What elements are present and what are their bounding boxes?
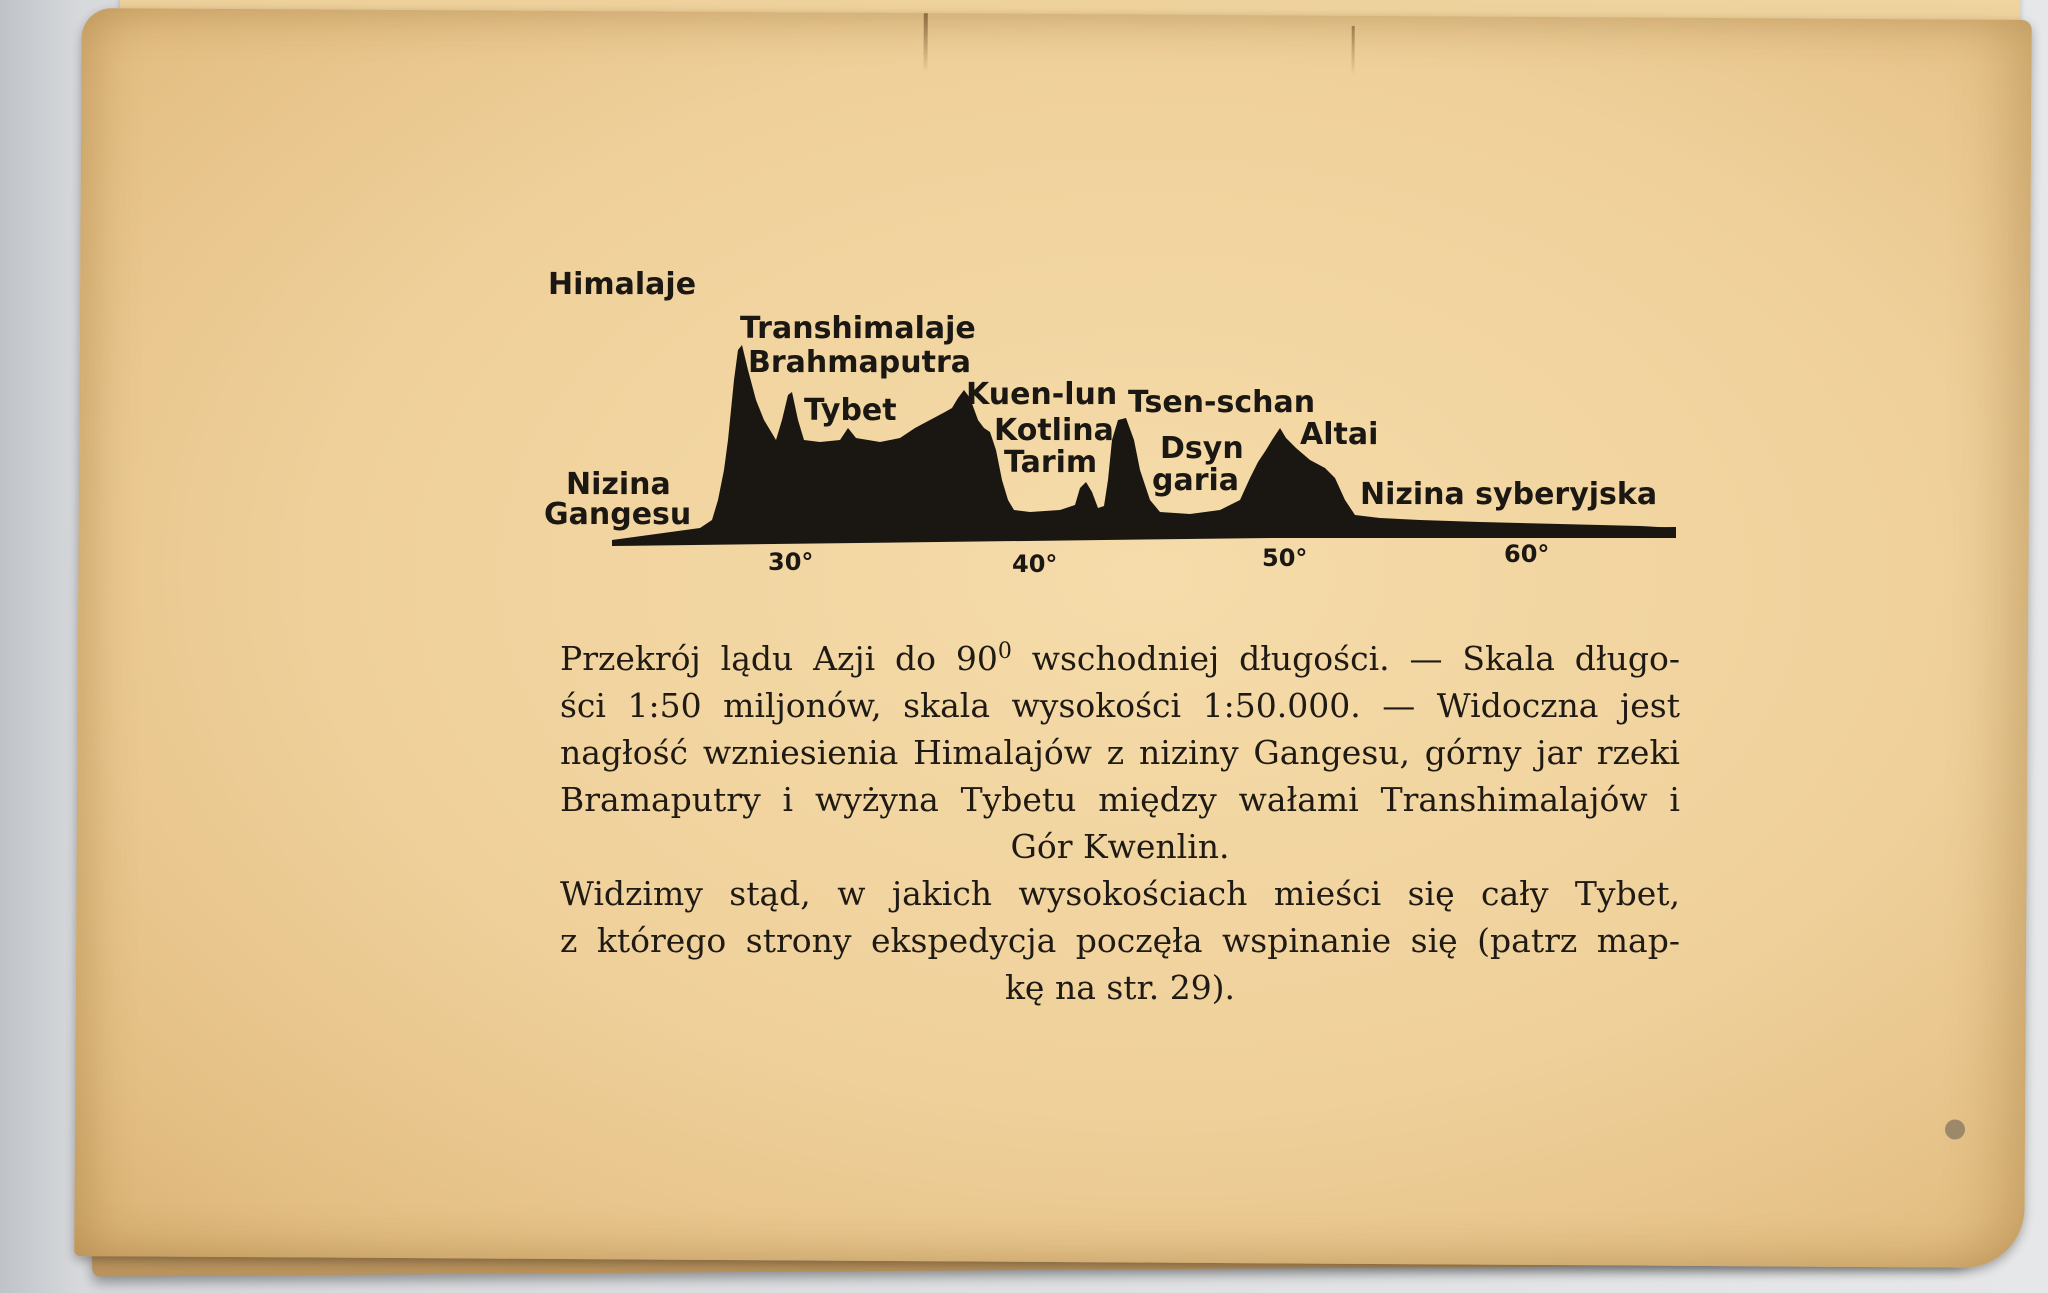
label-kotlina: Kotlina bbox=[994, 413, 1114, 448]
tick-label-40: 40° bbox=[1012, 550, 1058, 578]
label-altai: Altai bbox=[1300, 417, 1379, 452]
tick-label-30: 30° bbox=[768, 548, 814, 576]
label-gangesu: Gangesu bbox=[544, 497, 692, 532]
label-brahmaputra: Brahmaputra bbox=[748, 345, 971, 380]
label-tybet: Tybet bbox=[804, 393, 897, 428]
tick-label-60: 60° bbox=[1504, 540, 1550, 568]
caption-line-8: kę na str. 29). bbox=[1004, 968, 1236, 1007]
caption-line-1: Przekrój lądu Azji do $90^0$ wschodniej długości. — Skala długo- bbox=[560, 639, 1680, 678]
label-tarim: Tarim bbox=[1004, 445, 1098, 480]
label-kuen-lun: Kuen-lun bbox=[966, 377, 1118, 412]
caption-line-5: Gór Kwenlin. bbox=[1010, 827, 1230, 866]
label-nizina-syberyjska: Nizina syberyjska bbox=[1360, 477, 1658, 512]
label-nizina: Nizina bbox=[566, 467, 671, 502]
label-dsyn: Dsyn bbox=[1160, 431, 1244, 466]
caption-line-3: nagłość wzniesienia Himalajów z niziny Gangesu, górny jar rzeki bbox=[560, 733, 1680, 772]
label-transhimalaje: Transhimalaje bbox=[740, 311, 976, 346]
caption-line-2: ści 1:50 miljonów, skala wysokości 1:50.000. — Widoczna jest bbox=[560, 686, 1680, 725]
label-garia: garia bbox=[1152, 463, 1240, 498]
label-tsen-schan: Tsen-schan bbox=[1128, 385, 1316, 420]
caption-line-6: Widzimy stąd, w jakich wysokościach mieści się cały Tybet, bbox=[560, 874, 1680, 913]
figure-caption bbox=[560, 628, 1680, 1011]
caption-line-7: z którego strony ekspedycja poczęła wspinanie się (patrz map- bbox=[560, 921, 1680, 960]
caption-line-4: Bramaputry i wyżyna Tybetu między wałami Transhimalajów i bbox=[560, 780, 1680, 819]
tick-label-50: 50° bbox=[1262, 544, 1308, 572]
label-himalaje: Himalaje bbox=[548, 267, 697, 302]
